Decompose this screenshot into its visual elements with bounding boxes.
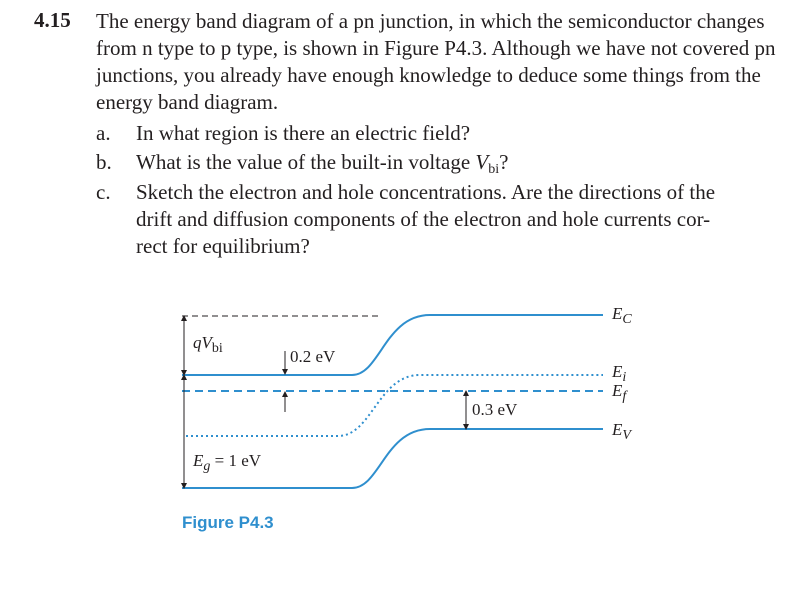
qvbi-label-main: qV xyxy=(193,333,212,352)
ei-label-main: E xyxy=(612,362,623,381)
eg-label-rest: = 1 eV xyxy=(210,451,262,470)
ef-label-main: E xyxy=(612,381,623,400)
ei-level-curve xyxy=(186,375,603,436)
ec-label-main: E xyxy=(612,304,623,323)
ec-label xyxy=(612,304,632,328)
ev-label-sub: V xyxy=(622,428,631,443)
part-b-text-post: ? xyxy=(499,150,509,174)
eg-label-sub: g xyxy=(203,459,211,474)
ec-label-sub: C xyxy=(622,312,632,327)
part-a-text: In what region is there an electric field? xyxy=(136,121,471,145)
ei-label-sub: i xyxy=(622,370,627,385)
ev-label-main: E xyxy=(612,420,623,439)
ef-label-sub: f xyxy=(622,389,627,404)
part-b-text-pre: What is the value of the built-in voltage xyxy=(136,150,476,174)
part-c-line-2: drift and diffusion components of the electron and hole currents cor- xyxy=(136,207,711,231)
eg-label-main: E xyxy=(193,451,204,470)
part-a-letter: a. xyxy=(96,121,111,145)
ef-label xyxy=(612,381,626,405)
problem-number: 4.15 xyxy=(34,8,71,32)
ev-label xyxy=(612,420,631,444)
part-b-letter: b. xyxy=(96,150,112,174)
part-c-line-3: rect for equilibrium? xyxy=(136,234,310,258)
gap-left-label: 0.2 eV xyxy=(290,347,336,366)
part-b-var-sub: bi xyxy=(488,162,500,177)
qvbi-label-sub: bi xyxy=(211,341,223,356)
ec-band-curve xyxy=(182,315,603,375)
figure-caption: Figure P4.3 xyxy=(182,513,274,532)
problem-stem: The energy band diagram of a pn junction, in which the semiconductor changes from n type to p type, is shown in Figure P4.3. Although we have not covered pn junctions, you already have enough knowledge to deduce some things from the energy band diagram. xyxy=(96,9,776,114)
gap-right-label: 0.3 eV xyxy=(472,400,518,419)
part-c-letter: c. xyxy=(96,180,111,204)
eg-label xyxy=(193,451,261,475)
qvbi-label xyxy=(193,333,223,357)
part-c-line-1: Sketch the electron and hole concentrations. Are the directions of the xyxy=(136,180,716,204)
part-b-var: V xyxy=(475,150,489,174)
